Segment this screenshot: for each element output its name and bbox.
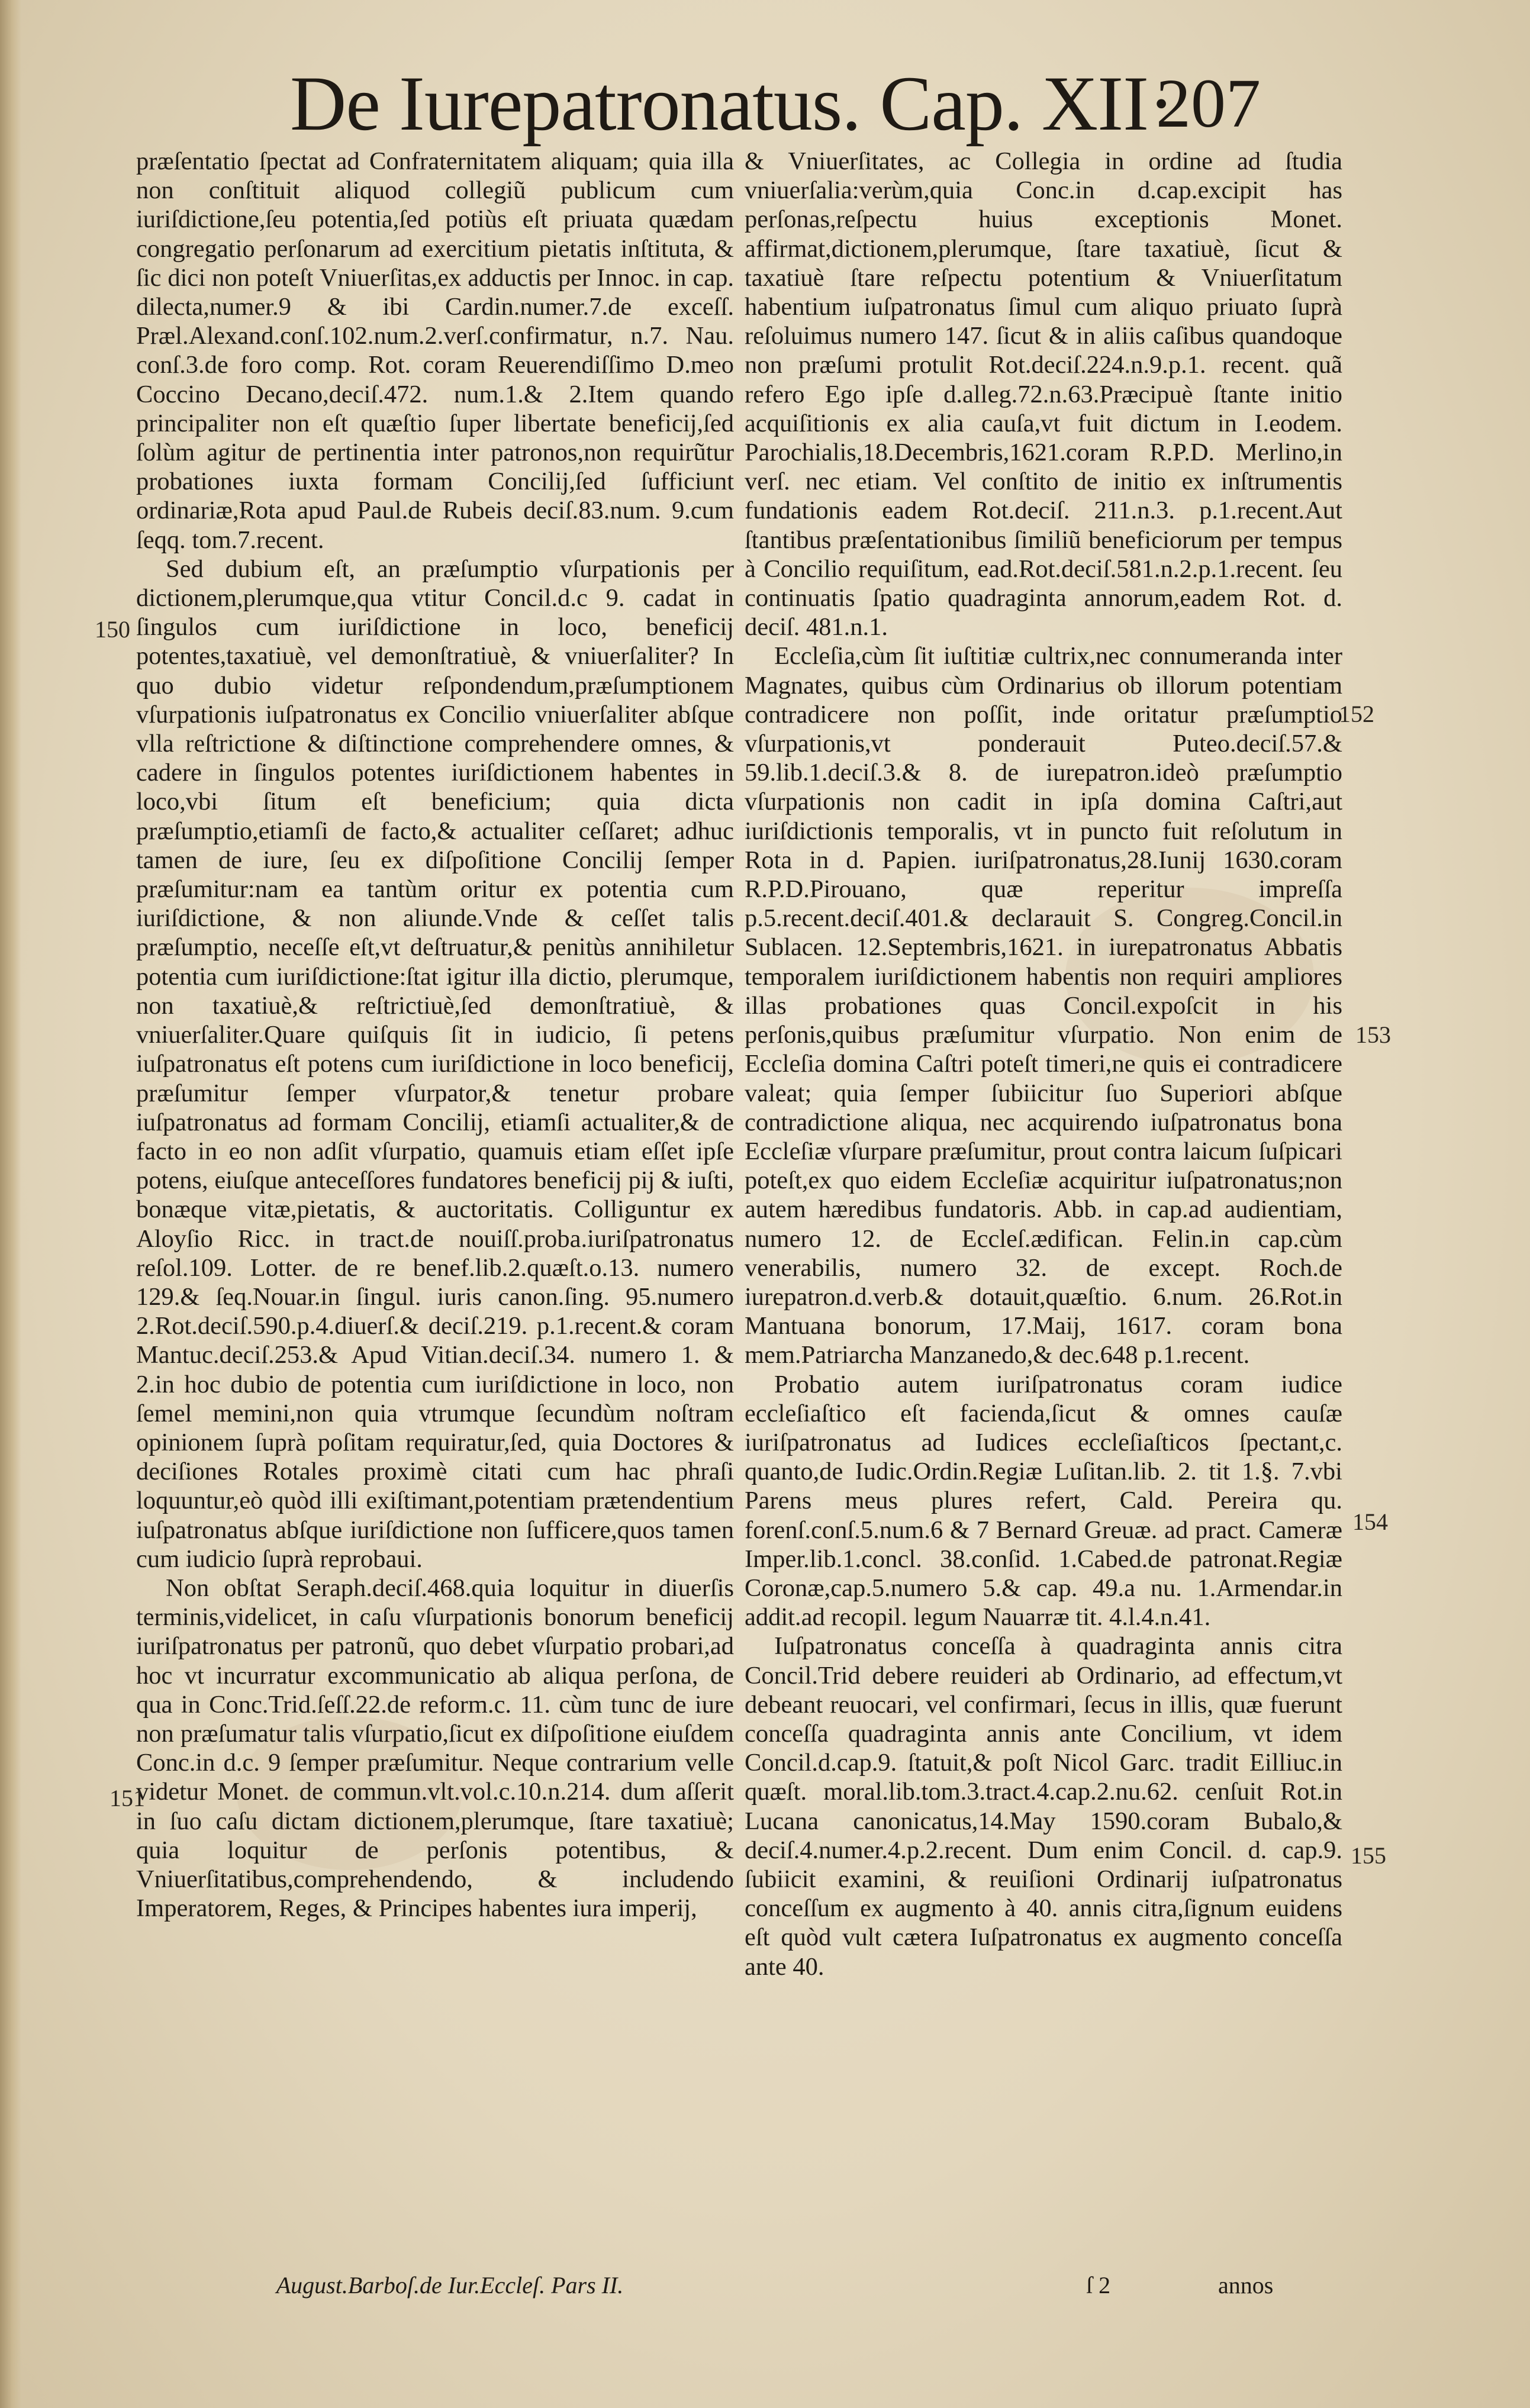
paragraph: Sed dubium eſt, an præſumptio vſurpationis per dictionem,plerumque,qua vtitur Concil.d.c 9. cadat in ſingulos cum iuriſdictione in loco, beneficij potentes,taxatiuè, vel demonſtratiuè, & vniuerſaliter? In quo dubio videtur reſpondendum,præſumptionem vſurpationis iuſpatronatus ex Concilio vniuerſaliter abſque vlla reſtrictione & diſtinctione comprehendere omnes, & cadere in ſingulos potentes iuriſdictionem habentes in loco,vbi ſitum eſt beneficium; quia dicta præſumptio,etiamſi de facto,& actualiter ceſſaret; adhuc tamen de iure, ſeu ex diſpoſitione Concilij ſemper præſumitur:nam ea tantùm oritur ex potentia cum iuriſdictione, & non aliunde.Vnde & ceſſet talis præſumptio, neceſſe eſt,vt deſtruatur,& penitùs annihiletur potentia cum iuriſdictione:ſtat igitur illa dictio, plerumque, non taxatiuè,& reſtrictiuè,ſed demonſtratiuè, & vniuerſaliter.Quare quiſquis ſit in iudicio, ſi petens iuſpatronatus eſt potens cum iuriſdictione in loco beneficij, præſumitur ſemper vſurpator,& tenetur probare iuſpatronatus ad formam Concilij, etiamſi actualiter,& de facto in eo non adſit vſurpatio, quamuis etiam eſſet ipſe potens, eiuſque anteceſſores fundatores beneficij pij & iuſti, bonæque vitæ,pietatis, & auctoritatis. Colliguntur ex Aloyſio Ricc. in tract.de nouiſſ.proba.iuriſpatronatus reſol.109. Lotter. de re benef.lib.2.quæſt.o.13. numero 129.& ſeq.Nouar.in ſingul. iuris canon.ſing. 95.numero 2.Rot.deciſ.590.p.4.diuerſ.& deciſ.219. p.1.recent.& coram Mantuc.deciſ.253.& Apud Vitian.deciſ.34. numero 1. & 2.in hoc dubio de potentia cum iuriſdictione in loco, non ſemel memini,non quia vtrumque ſecundùm noſtram opinionem ſuprà poſitam requiratur,ſed, quia Doctores & deciſiones Rotales proximè citati cum hac phraſi loquuntur,eò quòd illi exiſtimant,potentiam prætendentium iuſpatronatus abſque iuriſdictione non ſufficere,quos tamen cum iudicio ſuprà reprobaui. <box>136 555 734 1573</box>
paragraph: Iuſpatronatus conceſſa à quadraginta annis citra Concil.Trid debere reuideri ab Ordinario, ad effectum,vt debeant reuocari, vel confirmari, ſecus in illis, quæ fuerunt conceſſa quadraginta annis ante Concilium, vt idem Concil.d.cap.9. ſtatuit,& poſt Nicol Garc. tradit Eilliuc.in quæſt. moral.lib.tom.3.tract.4.cap.2.nu.62. cenſuit Rot.in Lucana canonicatus,14.May 1590.coram Bubalo,& deciſ.4.numer.4.p.2.recent. Dum enim Concil. d. cap.9. ſubiicit examini, & reuiſioni Ordinarij iuſpatronatus conceſſum ex augmento à 40. annis citra,ſignum euidens eſt quòd vult cætera Iuſpatronatus ex augmento conceſſa ante 40. <box>745 1632 1342 1981</box>
page-header <box>278 59 1296 148</box>
margin-number: 154 <box>1352 1508 1388 1535</box>
right-column <box>745 147 1342 1981</box>
left-column <box>136 147 734 1923</box>
running-title: De Iurepatronatus. Cap. XII· <box>290 60 1174 147</box>
catchword: annos <box>1218 2272 1274 2299</box>
margin-number: 153 <box>1355 1021 1391 1048</box>
margin-number: 155 <box>1351 1842 1386 1869</box>
margin-number: 150 <box>95 616 130 643</box>
paragraph: Probatio autem iuriſpatronatus coram iudice eccleſiaſtico eſt facienda,ſicut & omnes cauſæ iuriſpatronatus ad Iudices eccleſiaſticos ſpectant,c. quanto,de Iudic.Ordin.Regiæ Luſitan.lib. 2. tit 1.§. 7.vbi Parens meus plures refert, Cald. Pereira qu. forenſ.conſ.5.num.6 & 7 Bernard Greuæ. ad pract. Cameræ Imper.lib.1.concl. 38.conſid. 1.Cabed.de patronat.Regiæ Coronæ,cap.5.numero 5.& cap. 49.a nu. 1.Armendar.in addit.ad recopil. legum Nauarræ tit. 4.l.4.n.41. <box>745 1370 1342 1632</box>
paragraph: & Vniuerſitates, ac Collegia in ordine ad ſtudia vniuerſalia:verùm,quia Conc.in d.cap.excipit has perſonas,reſpectu huius exceptionis Monet. affirmat,dictionem,plerumque, ſtare taxatiuè, ſicut & taxatiuè ſtare reſpectu potentium & Vniuerſitatum habentium iuſpatronatus ſimul cum aliquo priuato ſuprà reſoluimus numero 147. ſicut & in aliis caſibus quandoque non præſumi protulit Rot.deciſ.224.n.9.p.1. recent. quã refero Ego ipſe d.alleg.72.n.63.Præcipuè ſtante initio acquiſitionis ex alia cauſa,vt fuit dictum in I.eodem. Parochialis,18.Decembris,1621.coram R.P.D. Merlino,in verſ. nec etiam. Vel conſtito de initio ex inſtrumentis fundationis eadem Rot.deciſ. 211.n.3. p.1.recent.Aut ſtantibus præſentationibus ſimiliũ beneficiorum per tempus à Concilio requiſitum, ead.Rot.deciſ.581.n.2.p.1.recent. ſeu continuatis ſpatio quadraginta annorum,eadem Rot. d. deciſ. 481.n.1. <box>745 147 1342 642</box>
signature-mark: ſ 2 <box>1086 2272 1111 2299</box>
page-gutter-shadow <box>0 0 21 2408</box>
signature-line: August.Barboſ.de Iur.Eccleſ. Pars II. <box>276 2272 624 2299</box>
margin-number: 152 <box>1339 701 1374 727</box>
margin-number: 151 <box>109 1785 145 1811</box>
page-number: 207 <box>1156 65 1261 142</box>
paragraph: Eccleſia,cùm ſit iuſtitiæ cultrix,nec connumeranda inter Magnates, quibus cùm Ordinarius ob illorum potentiam contradicere non poſſit, inde oritatur præſumptio vſurpationis,vt ponderauit Puteo.deciſ.57.& 59.lib.1.deciſ.3.& 8. de iurepatron.ideò præſumptio vſurpationis non cadit in ipſa domina Caſtri,aut iuriſdictionis temporalis, vt in puncto fuit reſolutum in Rota in d. Papien. iuriſpatronatus,28.Iunij 1630.coram R.P.D.Pirouano, quæ reperitur impreſſa p.5.recent.deciſ.401.& declarauit S. Congreg.Concil.in Sublacen. 12.Septembris,1621. in iurepatronatus Abbatis temporalem iuriſdictionem habentis non requiri ampliores illas probationes quas Concil.expoſcit in his perſonis,quibus præſumitur vſurpatio. Non enim de Eccleſia domina Caſtri poteſt timeri,ne quis ei contradicere valeat; quia ſemper ſubiicitur ſuo Superiori abſque contradictione aliqua, nec acquirendo iuſpatronatus bona Eccleſiæ vſurpare præſumitur, prout contra laicum ſuſpicari poteſt,ex quo eidem Eccleſiæ acquiritur iuſpatronatus;non autem hæredibus fundatoris. Abb. in cap.ad audientiam, numero 12. de Eccleſ.ædifican. Felin.in cap.cùm venerabilis, numero 32. de except. Roch.de iurepatron.d.verb.& dotauit,quæſtio. 6.num. 26.Rot.in Mantuana bonorum, 17.Maij, 1617. coram bona mem.Patriarcha Manzanedo,& dec.648 p.1.recent. <box>745 642 1342 1369</box>
paragraph: Non obſtat Seraph.deciſ.468.quia loquitur in diuerſis terminis,videlicet, in caſu vſurpationis bonorum beneficij iuriſpatronatus per patronũ, quo debet vſurpatio probari,ad hoc vt incurratur excommunicatio ab aliqua perſona, de qua in Conc.Trid.ſeſſ.22.de reform.c. 11. cùm tunc de iure non præſumatur talis vſurpatio,ſicut ex diſpoſitione eiuſdem Conc.in d.c. 9 ſemper præſumitur. Neque contrarium velle videtur Monet. de commun.vlt.vol.c.10.n.214. dum aſſerit in ſuo caſu dictam dictionem,plerumque, ſtare taxatiuè; quia loquitur de perſonis potentibus, & Vniuerſitatibus,comprehendendo, & includendo Imperatorem, Reges, & Principes habentes iura imperij, <box>136 1574 734 1923</box>
paragraph: præſentatio ſpectat ad Confraternitatem aliquam; quia illa non conſtituit aliquod collegiũ publicum cum iuriſdictione,ſeu potentia,ſed potiùs eſt priuata quædam congregatio perſonarum ad exercitium pietatis inſtituta, & ſic dici non poteſt Vniuerſitas,ex adductis per Innoc. in cap. dilecta,numer.9 & ibi Cardin.numer.7.de exceſſ. Præl.Alexand.conſ.102.num.2.verſ.confirmatur, n.7. Nau. conſ.3.de foro comp. Rot. coram Reuerendiſſimo D.meo Coccino Decano,deciſ.472. num.1.& 2.Item quando principaliter non eſt quæſtio ſuper libertate beneficij,ſed ſolùm agitur de pertinentia inter patronos,non requirũtur probationes iuxta formam Concilij,ſed ſufficiunt ordinariæ,Rota apud Paul.de Rubeis deciſ.83.num. 9.cum ſeqq. tom.7.recent. <box>136 147 734 554</box>
